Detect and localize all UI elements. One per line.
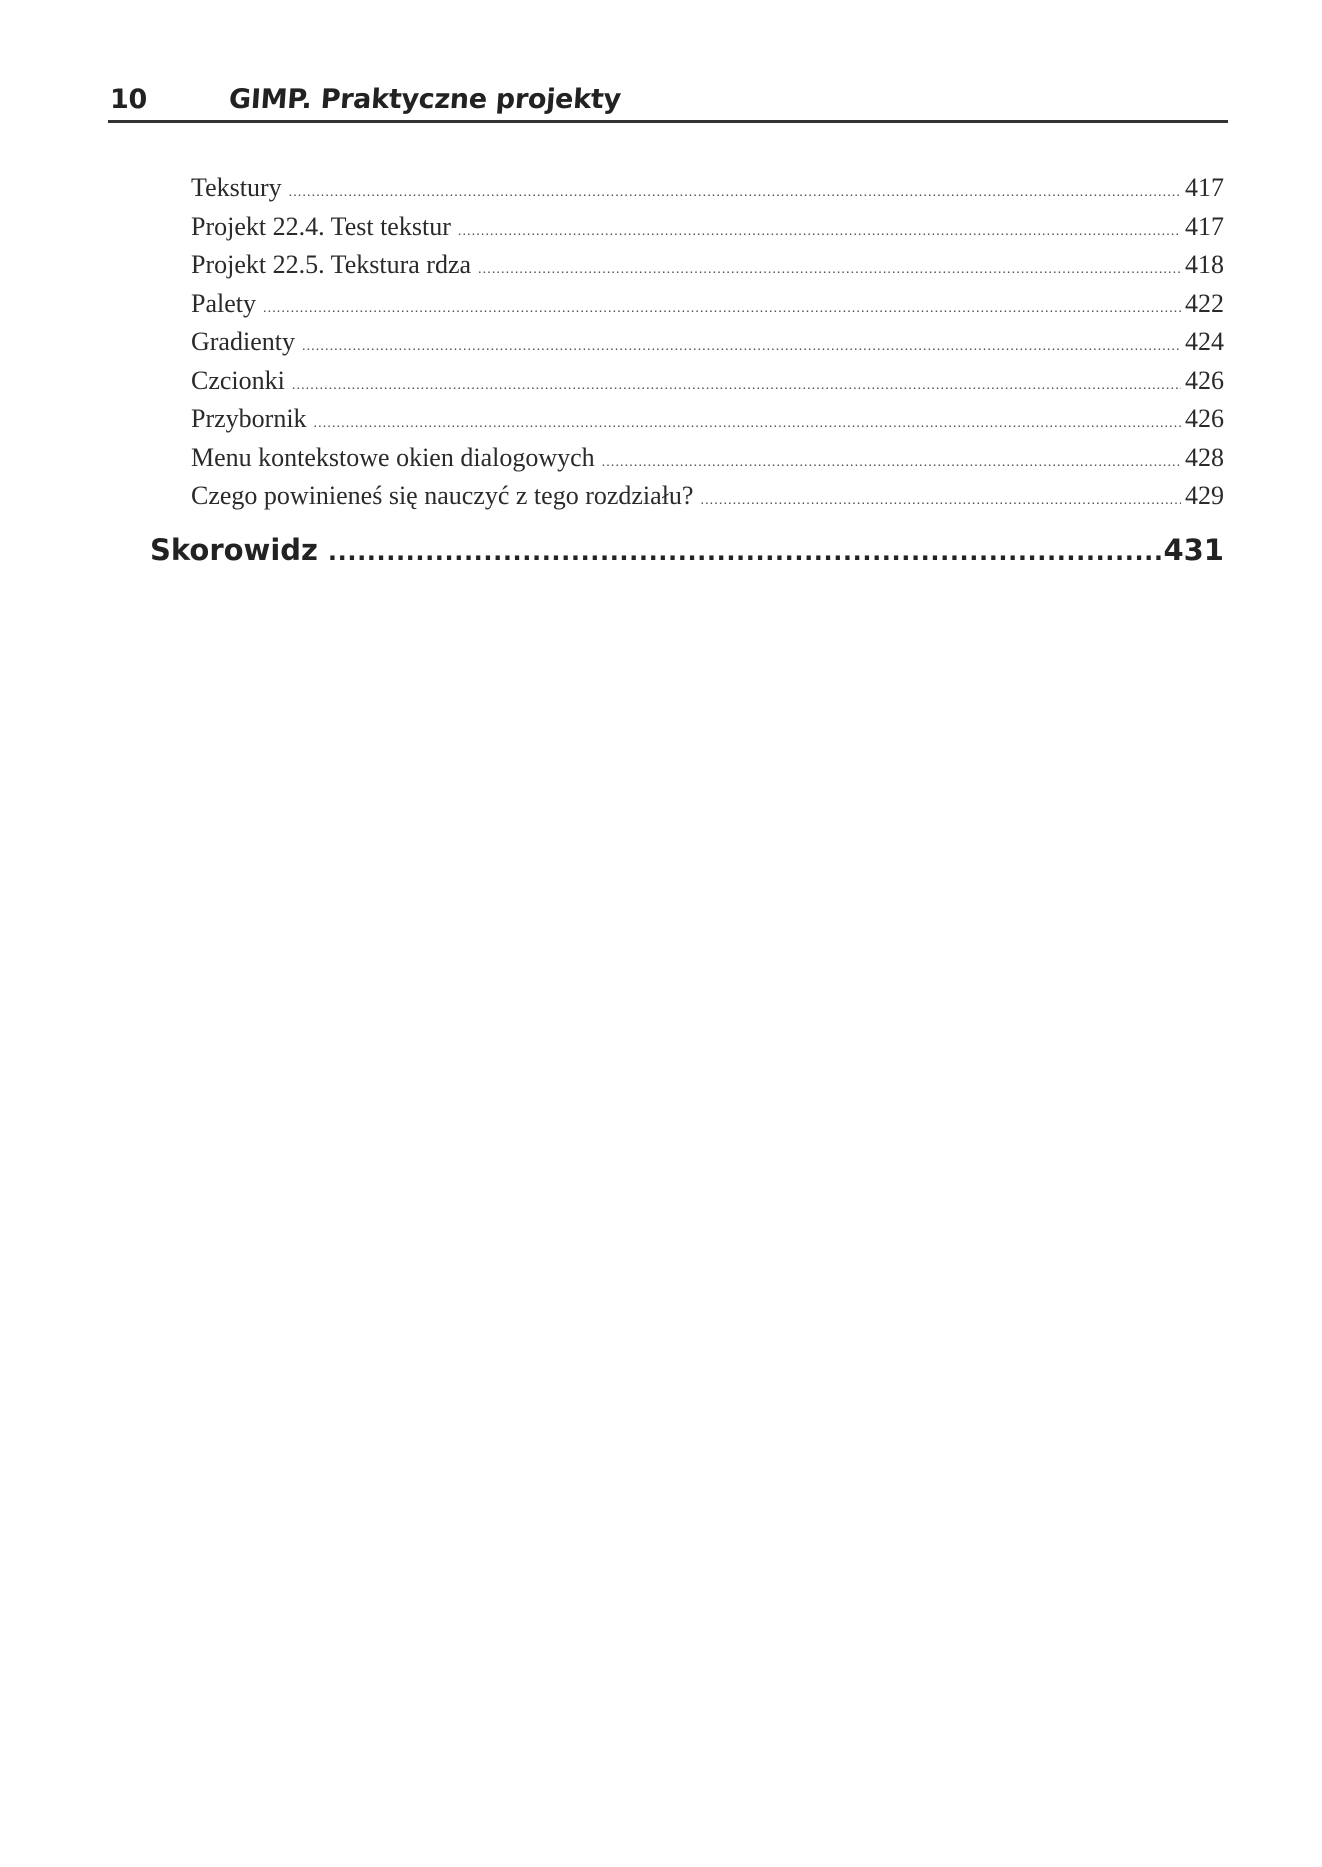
toc-entry-page: 428 <box>1185 442 1224 472</box>
toc-entry-title: Menu kontekstowe okien dialogowych <box>191 442 595 472</box>
index-chapter-page: 431 <box>1163 533 1224 567</box>
dot-leader <box>263 290 1181 329</box>
toc-entry <box>191 169 1224 208</box>
toc-entry-page: 418 <box>1185 250 1224 279</box>
toc-entry <box>191 362 1224 401</box>
toc-entry-title: Czego powinieneś się nauczyć z tego rozdziału? <box>191 481 694 510</box>
toc-entry-title: Palety <box>191 288 256 318</box>
toc-entry-title: Tekstury <box>191 173 282 202</box>
toc-entry <box>191 208 1224 247</box>
table-of-contents <box>191 169 1224 516</box>
dot-leader <box>328 538 1162 566</box>
dot-leader <box>302 328 1181 367</box>
toc-entry <box>191 439 1224 478</box>
toc-entry-page: 426 <box>1185 365 1224 395</box>
toc-entry <box>191 477 1224 516</box>
toc-entry-page: 429 <box>1185 481 1224 510</box>
toc-entry <box>191 323 1224 362</box>
toc-entry-title: Projekt 22.4. Test tekstur <box>191 211 451 241</box>
toc-entry-title: Projekt 22.5. Tekstura rdza <box>191 250 472 279</box>
toc-entry <box>191 400 1224 439</box>
dot-leader <box>700 482 1181 521</box>
page-number: 10 <box>110 84 147 115</box>
toc-entry <box>191 246 1224 285</box>
toc-entry-page: 417 <box>1185 211 1224 241</box>
toc-entry <box>191 285 1224 324</box>
toc-entry-title: Przybornik <box>191 404 307 433</box>
toc-entry-title: Czcionki <box>191 365 285 395</box>
toc-entry-title: Gradienty <box>191 327 295 356</box>
toc-entry-page: 417 <box>1185 173 1224 202</box>
toc-entry-page: 424 <box>1185 327 1224 356</box>
dot-leader <box>458 213 1181 252</box>
toc-entry-page: 422 <box>1185 288 1224 318</box>
page-header <box>108 84 1228 124</box>
toc-entry-page: 426 <box>1185 404 1224 433</box>
index-chapter-entry <box>150 533 1224 567</box>
book-title: GIMP. Praktyczne projekty <box>227 84 622 115</box>
dot-leader <box>292 367 1181 406</box>
index-chapter-title: Skorowidz <box>150 533 318 567</box>
dot-leader <box>478 251 1181 290</box>
header-rule <box>108 120 1228 123</box>
